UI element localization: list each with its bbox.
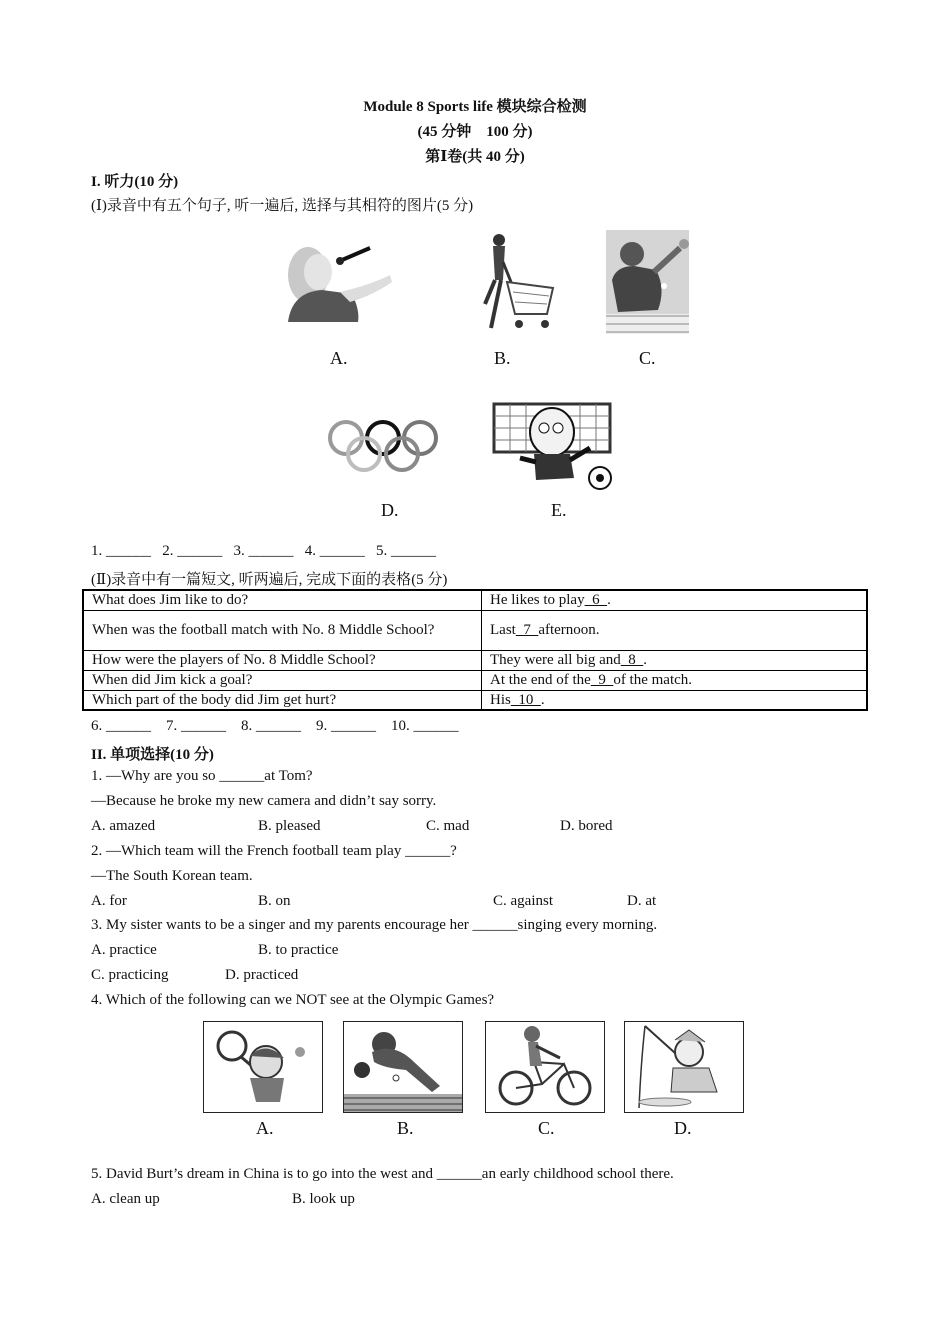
q2-option-a: A. for [91, 893, 127, 909]
q5-option-b: B. look up [292, 1191, 355, 1207]
listening-heading: I. 听力(10 分) [91, 174, 179, 190]
table-answer: They were all big and 8 . [482, 650, 868, 670]
singer-icon [280, 230, 402, 322]
q3-option-c: C. practicing [91, 967, 169, 983]
table-question: When did Jim kick a goal? [83, 670, 482, 690]
q2-stem: 2. —Which team will the French football team play ______? [91, 843, 457, 859]
q4-label-b: B. [397, 1118, 414, 1138]
table-row [83, 610, 867, 650]
part1-instruction: (Ⅰ)录音中有五个句子, 听一遍后, 选择与其相符的图片(5 分) [91, 198, 474, 214]
fishing-icon [625, 1022, 743, 1112]
q3-option-d: D. practiced [225, 967, 299, 983]
q4-label-a: A. [256, 1118, 274, 1138]
pic-label-d: D. [381, 500, 399, 520]
q1-option-c: C. mad [426, 818, 470, 834]
q1-option-a: A. amazed [91, 818, 156, 834]
table-answer: He likes to play 6 . [482, 590, 868, 610]
q3-stem: 3. My sister wants to be a singer and my parents encourage her ______singing every morning. [91, 917, 658, 933]
pic-label-e: E. [551, 500, 567, 520]
choice-heading: II. 单项选择(10 分) [91, 747, 214, 763]
table-question: Which part of the body did Jim get hurt? [83, 690, 482, 710]
table-question: When was the football match with No. 8 Middle School? [83, 610, 482, 650]
part2-instruction: (Ⅱ)录音中有一篇短文, 听两遍后, 完成下面的表格(5 分) [91, 572, 448, 588]
part2-answer-blanks: 6. ______ 7. ______ 8. ______ 9. ______ 10. ______ [91, 718, 459, 734]
q4-picture-d [624, 1021, 744, 1113]
q4-picture-c [485, 1021, 605, 1113]
goalkeeper-icon [490, 398, 616, 493]
page-title: Module 8 Sports life 模块综合检测 [363, 99, 587, 115]
q2-option-b: B. on [258, 893, 291, 909]
q4-stem: 4. Which of the following can we NOT see at the Olympic Games? [91, 992, 495, 1008]
table-tennis-player-icon [606, 230, 689, 334]
q1-stem: 1. —Why are you so ______at Tom? [91, 768, 313, 784]
q1-line2: —Because he broke my new camera and didn’t say sorry. [91, 793, 437, 809]
ping-pong-icon [344, 1022, 462, 1112]
table-question: How were the players of No. 8 Middle School? [83, 650, 482, 670]
part1-answer-blanks: 1. ______ 2. ______ 3. ______ 4. ______ 5. ______ [91, 543, 436, 559]
part-title: 第Ⅰ卷(共 40 分) [425, 149, 525, 165]
pic-label-c: C. [639, 348, 656, 368]
q1-option-b: B. pleased [258, 818, 321, 834]
q2-line2: —The South Korean team. [91, 868, 253, 884]
q4-picture-a [203, 1021, 323, 1113]
q3-option-a: A. practice [91, 942, 157, 958]
pic-label-b: B. [494, 348, 511, 368]
q3-option-b: B. to practice [258, 942, 339, 958]
pic-label-a: A. [330, 348, 348, 368]
table-row [83, 690, 867, 710]
q4-label-c: C. [538, 1118, 555, 1138]
q1-option-d: D. bored [560, 818, 613, 834]
q2-option-c: C. against [493, 893, 553, 909]
q5-option-a: A. clean up [91, 1191, 160, 1207]
shopping-cart-icon [455, 232, 558, 332]
cyclist-icon [486, 1022, 604, 1112]
q4-picture-b [343, 1021, 463, 1113]
tennis-girl-icon [204, 1022, 322, 1112]
table-answer: Last 7 afternoon. [482, 610, 868, 650]
table-answer: At the end of the 9 of the match. [482, 670, 868, 690]
table-row [83, 670, 867, 690]
listening-table [82, 589, 868, 711]
olympic-rings-icon [326, 418, 440, 474]
q4-label-d: D. [674, 1118, 692, 1138]
table-row [83, 650, 867, 670]
table-question: What does Jim like to do? [83, 590, 482, 610]
table-row [83, 590, 867, 610]
table-answer: His 10 . [482, 690, 868, 710]
time-score: (45 分钟 100 分) [417, 124, 533, 140]
q5-stem: 5. David Burt’s dream in China is to go into the west and ______an early childhood school there. [91, 1166, 674, 1182]
q2-option-d: D. at [627, 893, 657, 909]
